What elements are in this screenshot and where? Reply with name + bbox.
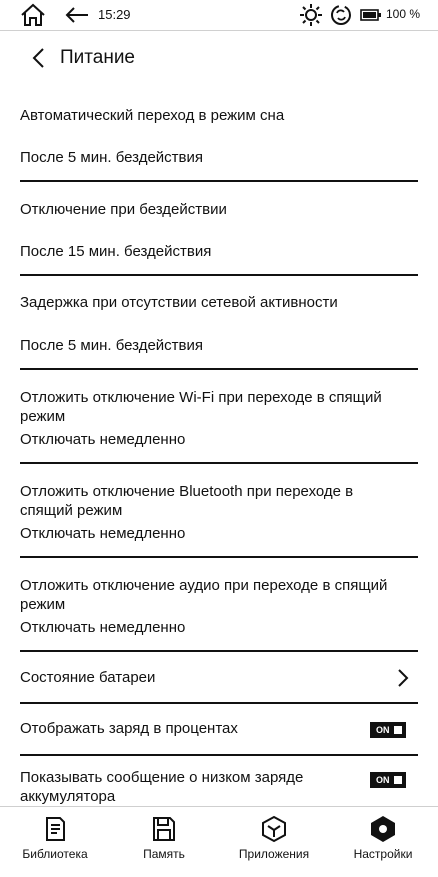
brightness-icon[interactable] <box>300 4 322 26</box>
nav-label: Настройки <box>353 847 413 861</box>
setting-title: Отображать заряд в процентах <box>20 720 238 737</box>
setting-title: Отложить отключение Wi-Fi при переходе в спящий режим <box>20 389 382 425</box>
settings-hexagon-icon <box>369 815 397 843</box>
setting-auto-sleep[interactable] <box>20 94 418 180</box>
nav-settings[interactable] <box>346 815 420 861</box>
setting-title: Отложить отключение Bluetooth при переходе в спящий режим <box>20 483 354 519</box>
library-icon <box>42 815 68 843</box>
setting-bluetooth-delay[interactable] <box>20 464 418 556</box>
back-arrow-icon[interactable] <box>64 5 90 25</box>
nav-label: Библиотека <box>22 847 88 861</box>
setting-battery-state[interactable] <box>20 652 418 702</box>
sync-icon[interactable] <box>330 4 352 26</box>
setting-value: Отключать немедленно <box>20 525 186 542</box>
nav-library[interactable] <box>16 815 94 861</box>
setting-network-delay[interactable] <box>20 276 418 368</box>
chevron-right-icon <box>396 668 410 688</box>
toggle-knob <box>394 776 402 784</box>
setting-value: После 5 мин. бездействия <box>20 337 204 354</box>
nav-memory[interactable] <box>132 815 196 861</box>
setting-title: Отключение при бездействии <box>20 201 227 218</box>
setting-title: Автоматический переход в режим сна <box>20 107 285 124</box>
battery-icon <box>360 9 382 21</box>
home-icon[interactable] <box>20 3 46 27</box>
setting-show-percent <box>20 704 418 754</box>
toggle-state: ON <box>376 725 390 735</box>
setting-idle-shutdown[interactable] <box>20 182 418 274</box>
percent-toggle[interactable] <box>370 722 406 738</box>
page-header <box>0 36 438 80</box>
battery-percent: 100 % <box>386 7 421 21</box>
floppy-disk-icon <box>151 815 177 843</box>
toggle-knob <box>394 726 402 734</box>
setting-value: Отключать немедленно <box>20 619 186 636</box>
setting-title: Задержка при отсутствии сетевой активности <box>20 294 338 311</box>
setting-low-battery-message <box>20 756 418 805</box>
setting-value: После 5 мин. бездействия <box>20 149 204 166</box>
low-battery-toggle[interactable] <box>370 772 406 788</box>
nav-label: Приложения <box>238 847 310 861</box>
nav-apps[interactable] <box>232 815 316 861</box>
clock: 15:29 <box>98 7 131 22</box>
setting-value: Отключать немедленно <box>20 431 186 448</box>
page-title: Питание <box>60 47 135 68</box>
setting-title: Состояние батареи <box>20 669 156 686</box>
setting-audio-delay[interactable] <box>20 558 418 650</box>
chevron-left-icon[interactable] <box>28 46 48 70</box>
setting-title: Показывать сообщение о низком заряде аккумулятора <box>20 769 304 805</box>
apps-cube-icon <box>260 815 288 843</box>
setting-wifi-delay[interactable] <box>20 370 418 462</box>
status-bar <box>0 0 438 31</box>
toggle-state: ON <box>376 775 390 785</box>
setting-value: После 15 мин. бездействия <box>20 243 212 260</box>
settings-list <box>0 94 438 805</box>
setting-title: Отложить отключение аудио при переходе в спящий режим <box>20 577 388 613</box>
bottom-nav <box>0 806 438 877</box>
nav-label: Память <box>143 847 185 861</box>
